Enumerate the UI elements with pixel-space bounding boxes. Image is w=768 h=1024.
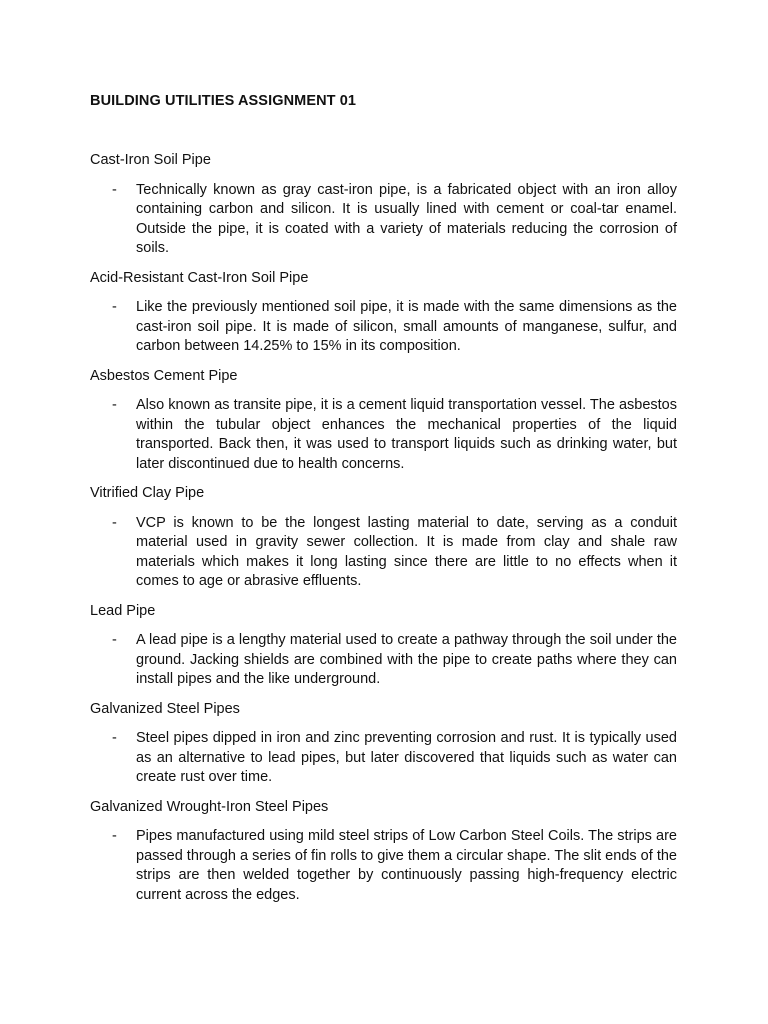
bullet-text: Technically known as gray cast-iron pipe, is a fabricated object with an iron alloy containing carbon and silicon. It is usually lined with cement or coal-tar enamel. Outside the pipe, it is coated with a variety of materials reducing the corrosion of soils. xyxy=(136,181,677,256)
section-heading: Acid-Resistant Cast-Iron Soil Pipe xyxy=(90,269,309,286)
section-lead-pipe xyxy=(90,602,677,690)
bullet-text: VCP is known to be the longest lasting material to date, serving as a conduit material used in gravity sewer collection. It is made from clay and shale raw materials which makes it long lasting since there are little to no effects when it comes to age or abrasive effluents. xyxy=(136,514,677,589)
bullet-text: A lead pipe is a lengthy material used to create a pathway through the soil under the ground. Jacking shields are combined with the pipe to create paths where they can install pipes and the like underground. xyxy=(136,632,677,687)
section-heading: Asbestos Cement Pipe xyxy=(90,367,238,384)
bullet-item xyxy=(90,631,677,690)
bullet-text: Steel pipes dipped in iron and zinc preventing corrosion and rust. It is typically used as an alternative to lead pipes, but later discovered that liquids such as water can create rust over time. xyxy=(136,730,677,785)
bullet-dash: - xyxy=(112,397,117,413)
bullet-dash: - xyxy=(112,632,117,648)
bullet-item xyxy=(90,729,677,788)
section-heading: Lead Pipe xyxy=(90,602,156,619)
bullet-dash: - xyxy=(112,181,117,198)
document-title: BUILDING UTILITIES ASSIGNMENT 01 xyxy=(90,93,357,109)
section-vitrified-clay-pipe xyxy=(90,484,677,592)
section-heading: Galvanized Wrought-Iron Steel Pipes xyxy=(90,798,329,815)
bullet-dash: - xyxy=(112,828,117,844)
bullet-item xyxy=(90,298,677,357)
bullet-item xyxy=(90,514,677,592)
section-heading: Cast-Iron Soil Pipe xyxy=(90,152,211,168)
section-acid-resistant-cast-iron-soil-pipe xyxy=(90,269,677,357)
bullet-dash: - xyxy=(112,730,117,746)
document-body xyxy=(90,151,677,915)
bullet-dash: - xyxy=(112,299,117,315)
section-heading: Vitrified Clay Pipe xyxy=(90,485,205,501)
bullet-dash: - xyxy=(112,514,117,531)
bullet-text: Like the previously mentioned soil pipe, it is made with the same dimensions as the cast-iron soil pipe. It is made of silicon, small amounts of manganese, sulfur, and carbon between 14.25% to 15% in its composition. xyxy=(136,299,677,354)
bullet-item xyxy=(90,181,677,259)
bullet-item xyxy=(90,827,677,905)
section-galvanized-wrought-iron-steel-pipes xyxy=(90,798,677,906)
section-heading: Galvanized Steel Pipes xyxy=(90,700,240,717)
section-asbestos-cement-pipe xyxy=(90,367,677,475)
bullet-item xyxy=(90,396,677,474)
section-galvanized-steel-pipes xyxy=(90,700,677,788)
bullet-text: Pipes manufactured using mild steel strips of Low Carbon Steel Coils. The strips are passed through a series of fin rolls to give them a circular shape. The slit ends of the strips are then welded together by continuously passing high-frequency electric current across the edges. xyxy=(136,828,677,903)
bullet-text: Also known as transite pipe, it is a cement liquid transportation vessel. The asbestos within the tubular object enhances the mechanical properties of the liquid transported. Back then, it was used to transport liquids such as drinking water, but later discontinued due to health concerns. xyxy=(136,397,677,472)
section-cast-iron-soil-pipe xyxy=(90,151,677,259)
